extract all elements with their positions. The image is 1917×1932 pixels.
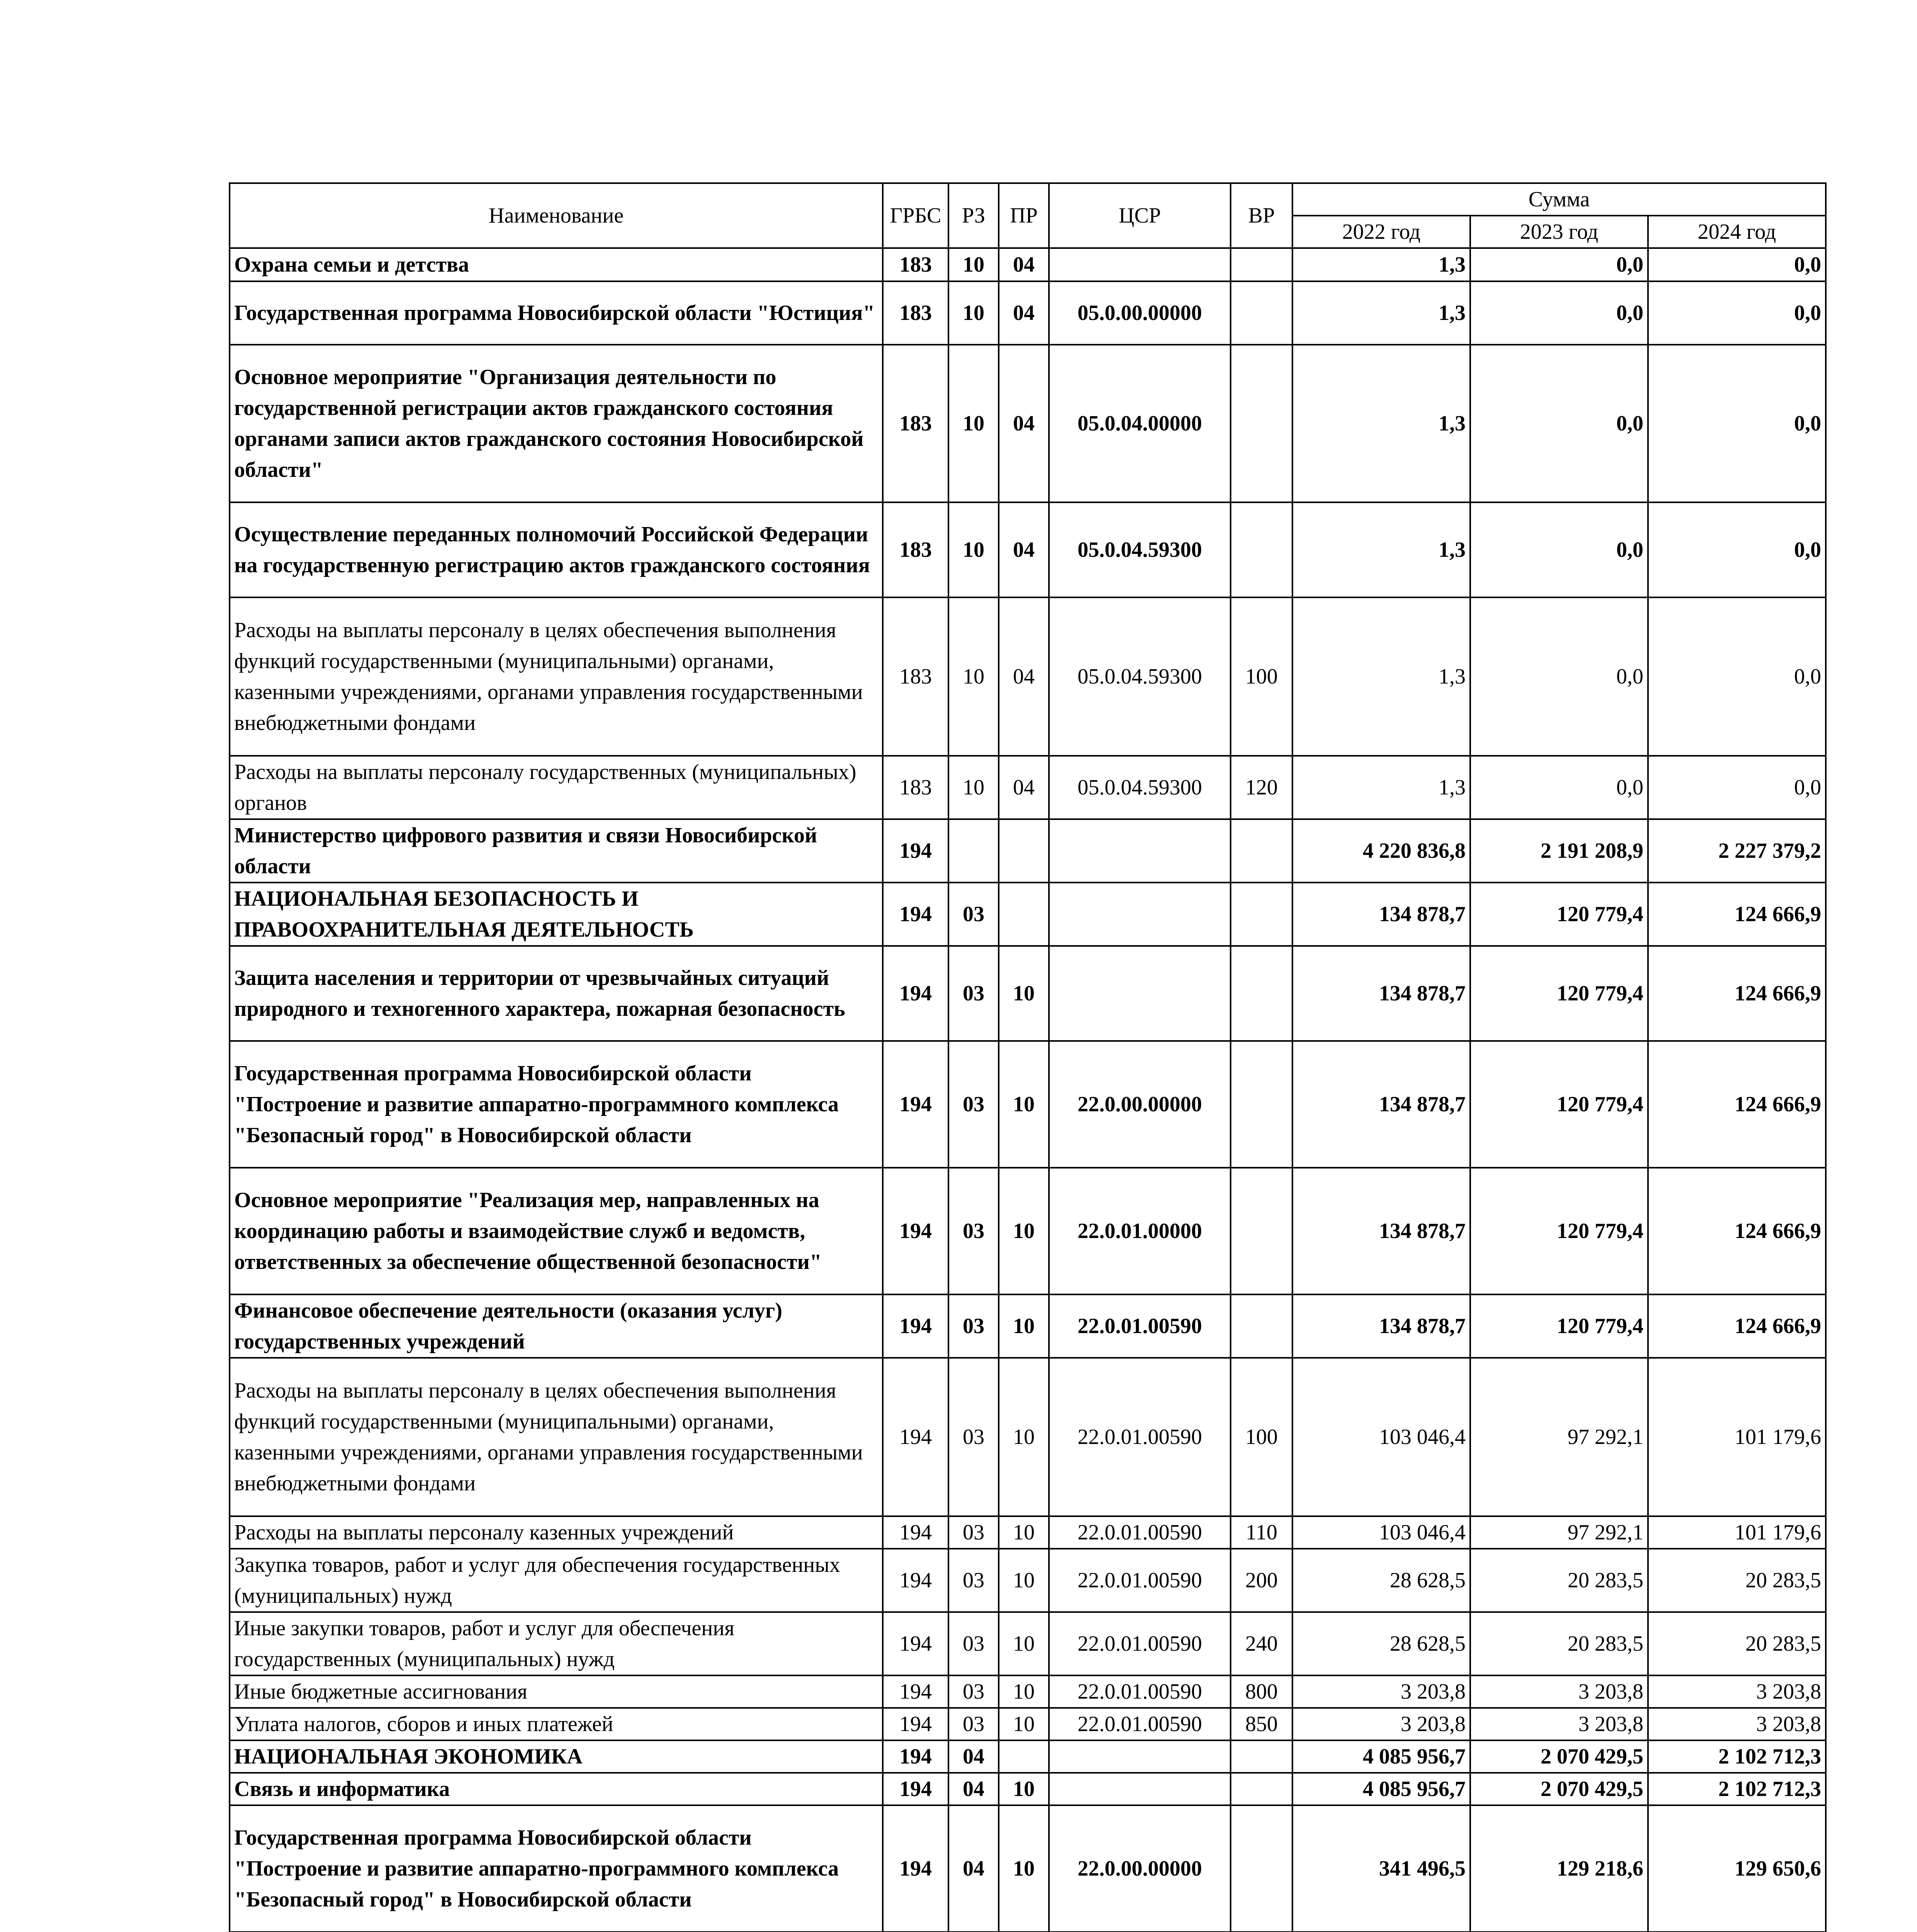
- cell-grbs: 183: [883, 597, 948, 756]
- cell-sum-2023: 20 283,5: [1470, 1612, 1648, 1675]
- cell-sum-2024: 129 650,6: [1648, 1805, 1826, 1932]
- header-grbs: ГРБС: [883, 183, 948, 248]
- cell-pr: [999, 1740, 1049, 1773]
- cell-pr: 10: [999, 1708, 1049, 1740]
- cell-grbs: 194: [883, 1516, 948, 1549]
- cell-name: Расходы на выплаты персоналу казенных учреждений: [230, 1516, 883, 1549]
- cell-rz: 03: [948, 1294, 999, 1358]
- cell-pr: 10: [999, 1294, 1049, 1358]
- cell-sum-2022: 4 085 956,7: [1292, 1740, 1470, 1773]
- cell-sum-2023: 120 779,4: [1470, 883, 1648, 946]
- cell-sum-2022: 1,3: [1292, 597, 1470, 756]
- cell-rz: 03: [948, 1708, 999, 1740]
- cell-grbs: 194: [883, 1740, 948, 1773]
- cell-vr: [1231, 1168, 1292, 1294]
- cell-sum-2024: 3 203,8: [1648, 1708, 1826, 1740]
- cell-name: Расходы на выплаты персоналу в целях обеспечения выполнения функций государственными (муниципальными) органами, казенными учреждениями, органами управления государственными внебюджетными фондами: [230, 1358, 883, 1516]
- cell-csr: 05.0.04.59300: [1049, 756, 1231, 819]
- table-row: [230, 819, 1826, 883]
- cell-sum-2022: 134 878,7: [1292, 1294, 1470, 1358]
- cell-rz: 03: [948, 1041, 999, 1168]
- cell-vr: 120: [1231, 756, 1292, 819]
- cell-name: Закупка товаров, работ и услуг для обеспечения государственных (муниципальных) нужд: [230, 1549, 883, 1612]
- header-rz: РЗ: [948, 183, 999, 248]
- cell-rz: 03: [948, 1612, 999, 1675]
- cell-name: НАЦИОНАЛЬНАЯ БЕЗОПАСНОСТЬ И ПРАВООХРАНИТЕЛЬНАЯ ДЕЯТЕЛЬНОСТЬ: [230, 883, 883, 946]
- budget-table: [229, 182, 1827, 1932]
- cell-csr: [1049, 248, 1231, 281]
- table-header: [230, 183, 1826, 248]
- cell-sum-2022: 28 628,5: [1292, 1549, 1470, 1612]
- header-year-2022: 2022 год: [1292, 216, 1470, 248]
- cell-sum-2022: 341 496,5: [1292, 1805, 1470, 1932]
- table-row: [230, 248, 1826, 281]
- cell-grbs: 194: [883, 1805, 948, 1932]
- table-row: [230, 1294, 1826, 1358]
- cell-sum-2024: 2 102 712,3: [1648, 1773, 1826, 1805]
- cell-sum-2023: 2 070 429,5: [1470, 1773, 1648, 1805]
- cell-sum-2024: 2 227 379,2: [1648, 819, 1826, 883]
- cell-name: Охрана семьи и детства: [230, 248, 883, 281]
- cell-rz: 10: [948, 756, 999, 819]
- cell-grbs: 194: [883, 819, 948, 883]
- table-row: [230, 1805, 1826, 1932]
- cell-sum-2022: 134 878,7: [1292, 1168, 1470, 1294]
- cell-grbs: 194: [883, 1549, 948, 1612]
- table-row: [230, 883, 1826, 946]
- cell-name: Основное мероприятие "Реализация мер, направленных на координацию работы и взаимодействие служб и ведомств, ответственных за обеспечение общественной безопасности": [230, 1168, 883, 1294]
- cell-sum-2024: 0,0: [1648, 345, 1826, 502]
- table-row: [230, 502, 1826, 597]
- cell-vr: [1231, 1805, 1292, 1932]
- cell-sum-2022: 3 203,8: [1292, 1708, 1470, 1740]
- cell-pr: [999, 883, 1049, 946]
- cell-rz: 10: [948, 281, 999, 345]
- header-sum: Сумма: [1292, 183, 1826, 216]
- cell-sum-2024: 124 666,9: [1648, 1294, 1826, 1358]
- table-row: [230, 1708, 1826, 1740]
- cell-csr: [1049, 883, 1231, 946]
- cell-name: Финансовое обеспечение деятельности (оказания услуг) государственных учреждений: [230, 1294, 883, 1358]
- cell-rz: 10: [948, 345, 999, 502]
- cell-csr: 22.0.01.00590: [1049, 1549, 1231, 1612]
- cell-vr: [1231, 345, 1292, 502]
- cell-grbs: 183: [883, 502, 948, 597]
- cell-sum-2023: 97 292,1: [1470, 1358, 1648, 1516]
- cell-name: Министерство цифрового развития и связи Новосибирской области: [230, 819, 883, 883]
- cell-sum-2022: 1,3: [1292, 756, 1470, 819]
- cell-sum-2024: 3 203,8: [1648, 1675, 1826, 1708]
- cell-sum-2022: 134 878,7: [1292, 1041, 1470, 1168]
- table-row: [230, 756, 1826, 819]
- table-row: [230, 1740, 1826, 1773]
- cell-csr: 22.0.01.00590: [1049, 1294, 1231, 1358]
- table-row: [230, 1041, 1826, 1168]
- cell-name: Связь и информатика: [230, 1773, 883, 1805]
- cell-name: Расходы на выплаты персоналу государственных (муниципальных) органов: [230, 756, 883, 819]
- cell-pr: 04: [999, 281, 1049, 345]
- header-csr: ЦСР: [1049, 183, 1231, 248]
- cell-pr: 10: [999, 1612, 1049, 1675]
- cell-pr: [999, 819, 1049, 883]
- table-row: [230, 946, 1826, 1041]
- cell-rz: 03: [948, 1168, 999, 1294]
- header-name: Наименование: [230, 183, 883, 248]
- cell-sum-2024: 124 666,9: [1648, 1041, 1826, 1168]
- cell-sum-2023: 0,0: [1470, 502, 1648, 597]
- cell-rz: 04: [948, 1773, 999, 1805]
- table-row: [230, 1516, 1826, 1549]
- cell-sum-2022: 4 085 956,7: [1292, 1773, 1470, 1805]
- cell-csr: 05.0.00.00000: [1049, 281, 1231, 345]
- cell-grbs: 194: [883, 1168, 948, 1294]
- cell-name: Расходы на выплаты персоналу в целях обеспечения выполнения функций государственными (муниципальными) органами, казенными учреждениями, органами управления государственными внебюджетными фондами: [230, 597, 883, 756]
- cell-name: Иные бюджетные ассигнования: [230, 1675, 883, 1708]
- cell-rz: 03: [948, 1675, 999, 1708]
- cell-vr: 110: [1231, 1516, 1292, 1549]
- cell-name: Государственная программа Новосибирской области "Построение и развитие аппаратно-программного комплекса "Безопасный город" в Новосибирской области: [230, 1041, 883, 1168]
- cell-name: НАЦИОНАЛЬНАЯ ЭКОНОМИКА: [230, 1740, 883, 1773]
- cell-pr: 04: [999, 597, 1049, 756]
- cell-rz: 03: [948, 1549, 999, 1612]
- cell-sum-2022: 134 878,7: [1292, 883, 1470, 946]
- cell-grbs: 183: [883, 281, 948, 345]
- cell-sum-2022: 28 628,5: [1292, 1612, 1470, 1675]
- cell-sum-2023: 3 203,8: [1470, 1675, 1648, 1708]
- cell-sum-2022: 4 220 836,8: [1292, 819, 1470, 883]
- cell-vr: [1231, 502, 1292, 597]
- cell-vr: [1231, 1294, 1292, 1358]
- cell-sum-2023: 0,0: [1470, 756, 1648, 819]
- cell-csr: 22.0.01.00590: [1049, 1358, 1231, 1516]
- cell-csr: 22.0.01.00590: [1049, 1516, 1231, 1549]
- cell-sum-2022: 134 878,7: [1292, 946, 1470, 1041]
- cell-sum-2023: 2 191 208,9: [1470, 819, 1648, 883]
- table-row: [230, 1549, 1826, 1612]
- cell-sum-2023: 129 218,6: [1470, 1805, 1648, 1932]
- table-row: [230, 1773, 1826, 1805]
- cell-rz: 04: [948, 1805, 999, 1932]
- cell-grbs: 194: [883, 883, 948, 946]
- cell-sum-2024: 124 666,9: [1648, 1168, 1826, 1294]
- cell-rz: 03: [948, 1358, 999, 1516]
- cell-sum-2023: 20 283,5: [1470, 1549, 1648, 1612]
- cell-vr: [1231, 248, 1292, 281]
- cell-grbs: 194: [883, 1612, 948, 1675]
- header-vr: ВР: [1231, 183, 1292, 248]
- cell-sum-2022: 1,3: [1292, 281, 1470, 345]
- cell-grbs: 194: [883, 1708, 948, 1740]
- cell-sum-2023: 120 779,4: [1470, 1294, 1648, 1358]
- cell-csr: 22.0.00.00000: [1049, 1805, 1231, 1932]
- cell-rz: 10: [948, 248, 999, 281]
- cell-name: Государственная программа Новосибирской области "Юстиция": [230, 281, 883, 345]
- cell-grbs: 194: [883, 1294, 948, 1358]
- cell-csr: 22.0.01.00590: [1049, 1708, 1231, 1740]
- cell-pr: 10: [999, 1516, 1049, 1549]
- cell-sum-2023: 0,0: [1470, 345, 1648, 502]
- cell-sum-2023: 0,0: [1470, 248, 1648, 281]
- cell-grbs: 194: [883, 946, 948, 1041]
- cell-pr: 10: [999, 1168, 1049, 1294]
- cell-sum-2023: 3 203,8: [1470, 1708, 1648, 1740]
- cell-csr: 05.0.04.59300: [1049, 597, 1231, 756]
- cell-pr: 10: [999, 1358, 1049, 1516]
- table-row: [230, 1358, 1826, 1516]
- cell-sum-2024: 0,0: [1648, 281, 1826, 345]
- cell-name: Уплата налогов, сборов и иных платежей: [230, 1708, 883, 1740]
- cell-rz: 03: [948, 1516, 999, 1549]
- cell-pr: 10: [999, 1549, 1049, 1612]
- cell-vr: [1231, 1773, 1292, 1805]
- cell-rz: 04: [948, 1740, 999, 1773]
- cell-vr: [1231, 883, 1292, 946]
- cell-pr: 10: [999, 1675, 1049, 1708]
- cell-csr: 05.0.04.00000: [1049, 345, 1231, 502]
- cell-csr: 22.0.01.00590: [1049, 1675, 1231, 1708]
- cell-grbs: 183: [883, 756, 948, 819]
- cell-vr: [1231, 281, 1292, 345]
- cell-pr: 04: [999, 502, 1049, 597]
- cell-rz: 10: [948, 502, 999, 597]
- cell-vr: [1231, 946, 1292, 1041]
- cell-vr: 100: [1231, 1358, 1292, 1516]
- cell-sum-2024: 20 283,5: [1648, 1612, 1826, 1675]
- cell-vr: [1231, 1740, 1292, 1773]
- cell-sum-2022: 1,3: [1292, 248, 1470, 281]
- cell-sum-2023: 120 779,4: [1470, 946, 1648, 1041]
- cell-name: Иные закупки товаров, работ и услуг для обеспечения государственных (муниципальных) нужд: [230, 1612, 883, 1675]
- cell-sum-2024: 2 102 712,3: [1648, 1740, 1826, 1773]
- cell-sum-2024: 101 179,6: [1648, 1516, 1826, 1549]
- cell-sum-2022: 1,3: [1292, 345, 1470, 502]
- cell-name: Осуществление переданных полномочий Российской Федерации на государственную регистрацию актов гражданского состояния: [230, 502, 883, 597]
- cell-csr: [1049, 1740, 1231, 1773]
- header-pr: ПР: [999, 183, 1049, 248]
- cell-pr: 10: [999, 1041, 1049, 1168]
- cell-csr: [1049, 1773, 1231, 1805]
- cell-sum-2022: 1,3: [1292, 502, 1470, 597]
- header-year-2024: 2024 год: [1648, 216, 1826, 248]
- cell-sum-2022: 3 203,8: [1292, 1675, 1470, 1708]
- cell-grbs: 194: [883, 1041, 948, 1168]
- cell-name: Государственная программа Новосибирской области "Построение и развитие аппаратно-программного комплекса "Безопасный город" в Новосибирской области: [230, 1805, 883, 1932]
- table-row: [230, 597, 1826, 756]
- cell-csr: 22.0.01.00000: [1049, 1168, 1231, 1294]
- cell-sum-2024: 0,0: [1648, 502, 1826, 597]
- cell-pr: 10: [999, 1773, 1049, 1805]
- cell-pr: 10: [999, 946, 1049, 1041]
- cell-sum-2023: 120 779,4: [1470, 1168, 1648, 1294]
- cell-vr: 800: [1231, 1675, 1292, 1708]
- cell-pr: 04: [999, 345, 1049, 502]
- cell-csr: [1049, 946, 1231, 1041]
- cell-sum-2022: 103 046,4: [1292, 1358, 1470, 1516]
- cell-csr: 22.0.01.00590: [1049, 1612, 1231, 1675]
- cell-vr: 100: [1231, 597, 1292, 756]
- cell-sum-2022: 103 046,4: [1292, 1516, 1470, 1549]
- cell-grbs: 194: [883, 1358, 948, 1516]
- cell-pr: 10: [999, 1805, 1049, 1932]
- cell-sum-2024: 124 666,9: [1648, 883, 1826, 946]
- cell-pr: 04: [999, 756, 1049, 819]
- cell-grbs: 183: [883, 248, 948, 281]
- cell-grbs: 194: [883, 1773, 948, 1805]
- cell-vr: [1231, 819, 1292, 883]
- cell-csr: 22.0.00.00000: [1049, 1041, 1231, 1168]
- table-row: [230, 1168, 1826, 1294]
- cell-grbs: 183: [883, 345, 948, 502]
- cell-sum-2023: 120 779,4: [1470, 1041, 1648, 1168]
- cell-sum-2023: 0,0: [1470, 597, 1648, 756]
- cell-vr: 200: [1231, 1549, 1292, 1612]
- cell-name: Основное мероприятие "Организация деятельности по государственной регистрации актов гражданского состояния органами записи актов гражданского состояния Новосибирской области": [230, 345, 883, 502]
- cell-vr: [1231, 1041, 1292, 1168]
- cell-vr: 240: [1231, 1612, 1292, 1675]
- header-year-2023: 2023 год: [1470, 216, 1648, 248]
- cell-pr: 04: [999, 248, 1049, 281]
- cell-sum-2024: 20 283,5: [1648, 1549, 1826, 1612]
- cell-sum-2024: 0,0: [1648, 756, 1826, 819]
- cell-grbs: 194: [883, 1675, 948, 1708]
- cell-sum-2024: 0,0: [1648, 248, 1826, 281]
- cell-sum-2023: 2 070 429,5: [1470, 1740, 1648, 1773]
- table-row: [230, 281, 1826, 345]
- cell-rz: [948, 819, 999, 883]
- cell-sum-2024: 101 179,6: [1648, 1358, 1826, 1516]
- cell-rz: 03: [948, 883, 999, 946]
- cell-sum-2023: 97 292,1: [1470, 1516, 1648, 1549]
- table-row: [230, 1612, 1826, 1675]
- cell-sum-2023: 0,0: [1470, 281, 1648, 345]
- cell-sum-2024: 124 666,9: [1648, 946, 1826, 1041]
- cell-vr: 850: [1231, 1708, 1292, 1740]
- cell-sum-2024: 0,0: [1648, 597, 1826, 756]
- cell-csr: 05.0.04.59300: [1049, 502, 1231, 597]
- table-body: [230, 248, 1826, 1932]
- cell-name: Защита населения и территории от чрезвычайных ситуаций природного и техногенного характера, пожарная безопасность: [230, 946, 883, 1041]
- cell-rz: 10: [948, 597, 999, 756]
- cell-csr: [1049, 819, 1231, 883]
- table-row: [230, 1675, 1826, 1708]
- cell-rz: 03: [948, 946, 999, 1041]
- table-row: [230, 345, 1826, 502]
